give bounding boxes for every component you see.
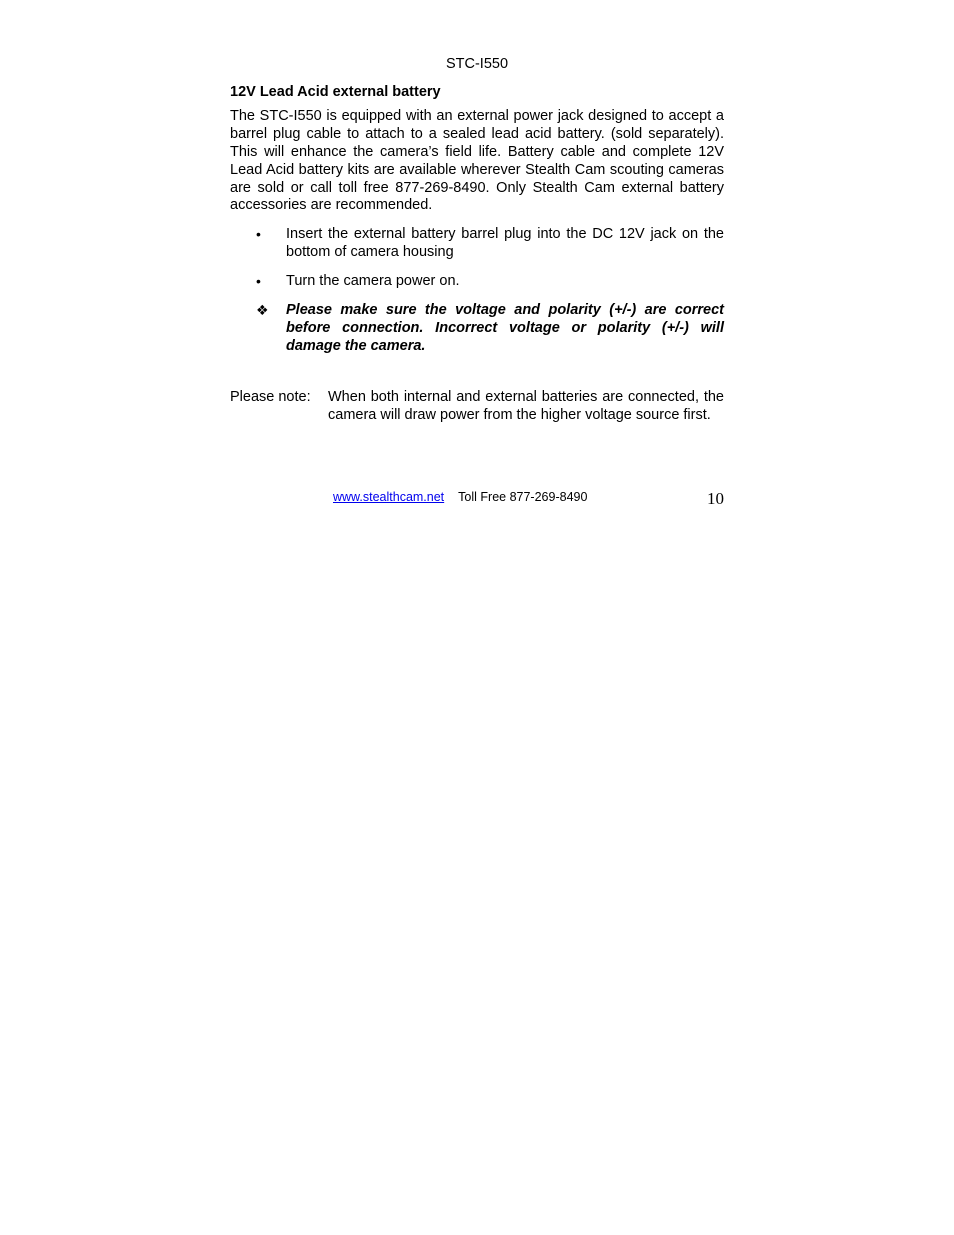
section-title: 12V Lead Acid external battery (230, 84, 441, 100)
page-number: 10 (707, 489, 724, 508)
step-text: Turn the camera power on. (286, 273, 460, 290)
running-head-model: STC-I550 (445, 56, 509, 72)
diamond-star-icon: ❖ (256, 302, 269, 319)
bullet-dot-icon: • (256, 273, 261, 290)
page-footer (333, 489, 724, 508)
bullet-dot-icon: • (256, 226, 261, 243)
step-text: Insert the external battery barrel plug into the DC 12V jack on the bottom of camera housing (286, 226, 724, 261)
warning-item (230, 302, 724, 356)
page-content (230, 84, 724, 425)
note-block (230, 389, 724, 425)
note-text: When both internal and external batteries are connected, the camera will draw power from the higher voltage source first. (328, 388, 724, 423)
list-item (230, 273, 724, 291)
intro-paragraph: The STC-I550 is equipped with an external power jack designed to accept a barrel plug cable to attach to a sealed lead acid battery. (sold separately). This will enhance the camera’s field life. Battery cable and complete 12V Lead Acid battery kits are available wherever Stealth Cam scouting cameras are sold or call toll free 877-269-8490. Only Stealth Cam external battery accessories are recommended. (230, 107, 724, 214)
toll-free-phone: Toll Free 877-269-8490 (458, 490, 588, 504)
website-link[interactable]: www.stealthcam.net (333, 490, 445, 504)
note-label: Please note: (230, 388, 311, 405)
instruction-list (230, 226, 724, 355)
list-item (230, 226, 724, 262)
warning-text: Please make sure the voltage and polarity (+/-) are correct before connection. Incorrect voltage or polarity (+/-) will damage the camera. (286, 302, 724, 354)
